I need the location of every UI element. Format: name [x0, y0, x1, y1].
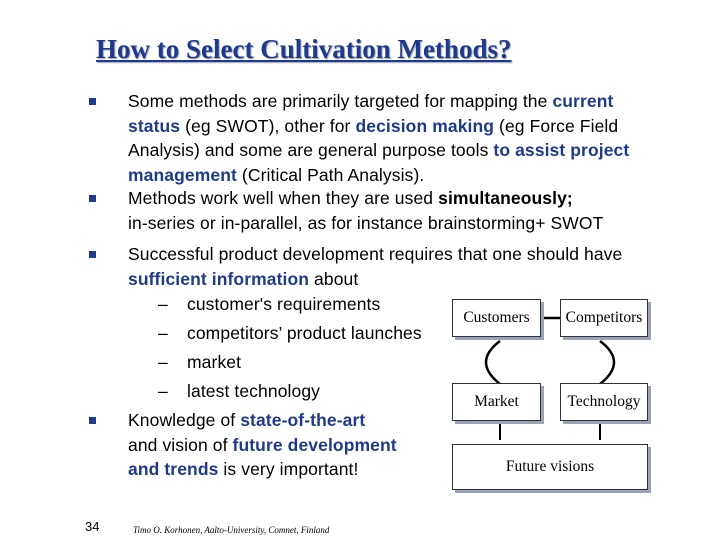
- sub-item: customer's requirements: [187, 294, 381, 314]
- text-run: and vision of: [128, 434, 233, 455]
- highlighted-text: status: [128, 115, 181, 136]
- sub-item: market: [187, 352, 242, 372]
- highlighted-text: future development: [232, 434, 397, 455]
- text-run: Analysis) and some are general purpose tools: [128, 140, 494, 160]
- highlighted-text: current: [552, 91, 614, 111]
- bold-text: simultaneously;: [438, 188, 573, 208]
- footer-credit: Timo O. Korhonen, Aalto-University, Comnet, Finland: [133, 525, 330, 535]
- future-visions-box: [452, 444, 648, 490]
- highlighted-text: to assist project: [493, 140, 630, 160]
- competitors-box: [560, 299, 648, 337]
- text-run: is very important!: [218, 459, 359, 479]
- technology-box: [560, 383, 648, 421]
- text-run: Successful product development requires that one should have: [128, 244, 623, 264]
- page-title: How to Select Cultivation Methods?: [96, 34, 512, 64]
- sub-item: competitors’ product launches: [187, 323, 422, 343]
- text-run: Knowledge of: [128, 410, 241, 430]
- text-run: (eg Force Field: [494, 115, 619, 136]
- page-number: 34: [85, 519, 100, 534]
- competitors-label: Competitors: [565, 309, 643, 326]
- technology-label: Technology: [567, 393, 641, 410]
- text-run: about: [309, 268, 359, 289]
- sub-item-dash: –: [158, 381, 168, 401]
- highlighted-text: decision making: [355, 115, 495, 136]
- customers-box: [452, 299, 541, 337]
- highlighted-text: sufficient information: [128, 268, 310, 289]
- highlighted-text: and trends: [128, 459, 219, 479]
- text-run: Some methods are primarily targeted for mapping the: [128, 91, 553, 111]
- text-run: (Critical Path Analysis).: [236, 164, 425, 185]
- highlighted-text: management: [128, 164, 237, 185]
- text-run: Methods work well when they are used: [128, 188, 439, 208]
- sub-item-dash: –: [158, 323, 168, 343]
- future-visions-label: Future visions: [505, 458, 595, 475]
- text-run: in-series or in-parallel, as for instance brainstorming+ SWOT: [128, 212, 604, 233]
- market-box: [452, 383, 541, 421]
- text-run: (eg SWOT), other for: [180, 115, 356, 136]
- market-label: Market: [474, 393, 519, 410]
- sub-item-dash: –: [158, 352, 168, 372]
- sub-item-dash: –: [158, 294, 168, 314]
- sub-item: latest technology: [187, 381, 321, 401]
- customers-label: Customers: [463, 309, 530, 326]
- highlighted-text: state-of-the-art: [240, 410, 366, 430]
